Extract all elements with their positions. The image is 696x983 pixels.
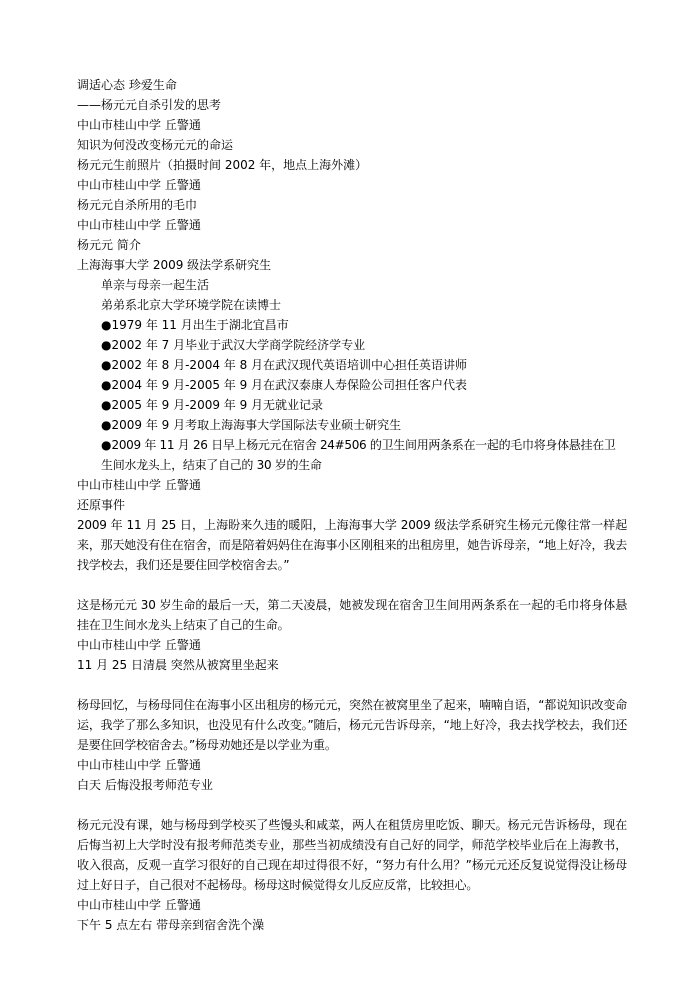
event-heading: 还原事件 <box>77 498 126 512</box>
daytime-paragraph: 杨元元没有课，她与杨母到学校买了些馒头和咸菜，两人在租赁房里吃饭、聊天。杨元元告诉杨母，现在后悔当初上大学时没有报考师范类专业，那些当初成绩没有自己好的同学，师范学校毕业后在上海教书，收入很高，反观一直学习很好的自己现在却过得很不好，“努力有什么用？”杨元元还反复说觉得没让杨母过上好日子，自己很对不起杨母。杨母这时候觉得女儿反应反常，比较担心。 <box>77 818 627 892</box>
afternoon-heading: 下午 5 点左右 带母亲到宿舍洗个澡 <box>77 918 265 932</box>
bullet-icon: ● <box>101 438 112 452</box>
author-line: 中山市桂山中学 丘警通 <box>77 118 201 132</box>
bullet-icon: ● <box>101 338 112 352</box>
timeline-item: ●2004 年 9 月-2005 年 9 月在武汉泰康人寿保险公司担任客户代表 <box>101 378 468 392</box>
document-title: 调适心态 珍爱生命 <box>77 78 177 92</box>
author-line: 中山市桂山中学 丘警通 <box>77 478 201 492</box>
intro-heading: 杨元元 简介 <box>77 238 141 252</box>
author-line: 中山市桂山中学 丘警通 <box>77 218 201 232</box>
document-page <box>77 75 627 935</box>
timeline-item: ●2002 年 8 月-2004 年 8 月在武汉现代英语培训中心担任英语讲师 <box>101 358 468 372</box>
event-paragraph: 2009 年 11 月 25 日，上海盼来久违的暖阳，上海海事大学 2009 级法学系研究生杨元元像往常一样起来，那天她没有住在宿舍，而是陪着妈妈住在海事小区刚租来的出租房里，她告诉母亲，“地上好冷，我去找学校去，我们还是要住回学校宿舍去。” <box>77 518 627 572</box>
timeline-item: ●2009 年 9 月考取上海海事大学国际法专业硕士研究生 <box>101 418 402 432</box>
timeline-item: ●1979 年 11 月出生于湖北宜昌市 <box>101 318 289 332</box>
event-paragraph: 这是杨元元 30 岁生命的最后一天，第二天凌晨，她被发现在宿舍卫生间用两条系在一起的毛巾将身体悬挂在卫生间水龙头上结束了自己的生命。 <box>77 598 627 632</box>
paragraph-gap <box>77 675 627 695</box>
timeline-item: ●2009 年 11 月 26 日早上杨元元在宿舍 24#506 的卫生间用两条系在一起的毛巾将身体悬挂在卫生间水龙头上，结束了自己的 30 岁的生命 <box>101 438 616 472</box>
section-question: 知识为何没改变杨元元的命运 <box>77 138 234 152</box>
intro-family: 弟弟系北京大学环境学院在读博士 <box>101 298 282 312</box>
bullet-icon: ● <box>101 418 112 432</box>
timeline-list <box>77 315 627 475</box>
author-line: 中山市桂山中学 丘警通 <box>77 898 201 912</box>
author-line: 中山市桂山中学 丘警通 <box>77 178 201 192</box>
bullet-icon: ● <box>101 358 112 372</box>
timeline-item: ●2005 年 9 月-2009 年 9 月无就业记录 <box>101 398 324 412</box>
paragraph-gap <box>77 795 627 815</box>
bullet-icon: ● <box>101 378 112 392</box>
intro-family: 单亲与母亲一起生活 <box>101 278 210 292</box>
document-subtitle: ——杨元元自杀引发的思考 <box>77 98 222 112</box>
intro-line: 上海海事大学 2009 级法学系研究生 <box>77 258 272 272</box>
timeline-item: ●2002 年 7 月毕业于武汉大学商学院经济学专业 <box>101 338 366 352</box>
photo-caption: 杨元元自杀所用的毛巾 <box>77 198 198 212</box>
morning-heading: 11 月 25 日清晨 突然从被窝里坐起来 <box>77 658 279 672</box>
author-line: 中山市桂山中学 丘警通 <box>77 758 201 772</box>
daytime-heading: 白天 后悔没报考师范专业 <box>77 778 213 792</box>
photo-caption: 杨元元生前照片（拍摄时间 2002 年，地点上海外滩） <box>77 158 368 172</box>
bullet-icon: ● <box>101 398 112 412</box>
bullet-icon: ● <box>101 318 112 332</box>
paragraph-gap <box>77 575 627 595</box>
morning-paragraph: 杨母回忆，与杨母同住在海事小区出租房的杨元元，突然在被窝里坐了起来，喃喃自语，“都说知识改变命运，我学了那么多知识，也没见有什么改变。”随后，杨元元告诉母亲，“地上好冷，我去找学校去，我们还是要住回学校宿舍去。”杨母劝她还是以学业为重。 <box>77 698 627 752</box>
author-line: 中山市桂山中学 丘警通 <box>77 638 201 652</box>
